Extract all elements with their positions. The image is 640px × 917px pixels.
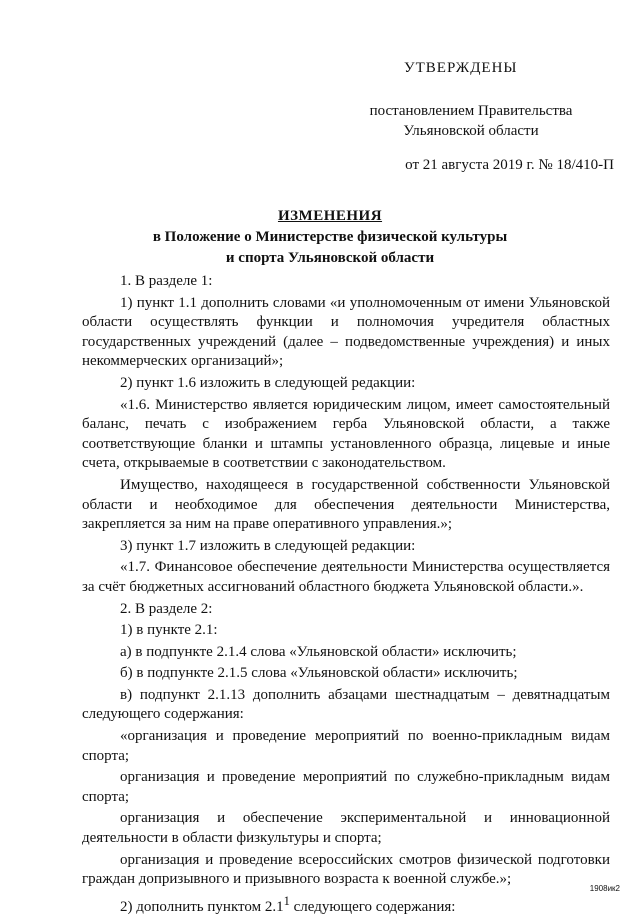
approval-date: от 21 августа 2019 г. № 18/410-П xyxy=(405,157,614,173)
paragraph: Имущество, находящееся в государственной собственности Ульяновской области и необходимое для обеспечения деятельности Министерства, закрепляется за ним на праве оперативного управления.»; xyxy=(82,476,610,533)
paragraph: организация и проведение мероприятий по служебно-прикладным видам спорта; xyxy=(82,769,610,805)
paragraph: а) в подпункте 2.1.4 слова «Ульяновской области» исключить; xyxy=(120,643,517,660)
paragraph: 1. В разделе 1: xyxy=(120,273,213,289)
paragraph: 2) пункт 1.6 изложить в следующей редакции: xyxy=(120,374,416,391)
paragraph: 1) пункт 1.1 дополнить словами «и уполномоченным от имени Ульяновской области осуществлять функции и полномочия учредителя областных государственных учреждений (далее – подведомственные учреждения) и иных некоммерческих организаций»; xyxy=(82,294,610,370)
approved-heading: УТВЕРЖДЕНЫ xyxy=(404,60,518,76)
paragraph: 1) в пункте 2.1: xyxy=(120,622,218,639)
title-line-1: в Положение о Министерстве физической культуры xyxy=(152,229,508,245)
title-main: ИЗМЕНЕНИЯ xyxy=(277,208,383,224)
approval-region: Ульяновской области xyxy=(403,123,539,139)
approval-block xyxy=(346,60,614,174)
title-line-2: и спорта Ульяновской области xyxy=(225,250,435,266)
paragraph: «1.7. Финансовое обеспечение деятельности Министерства осуществляется за счёт бюджетных ассигнований областного бюджета Ульяновской области.». xyxy=(82,559,610,595)
paragraph-last-tail: следующего содержания: xyxy=(289,898,456,915)
paragraph-last-text: 2) дополнить пунктом 2.1 xyxy=(120,898,284,915)
superscript-marker: 1 xyxy=(283,893,290,908)
document-title xyxy=(60,206,600,269)
paragraph: б) в подпункте 2.1.5 слова «Ульяновской области» исключить; xyxy=(120,665,518,682)
footer-code: 1908ик2 xyxy=(589,884,620,893)
paragraph: 2. В разделе 2: xyxy=(120,600,213,617)
paragraph: «1.6. Министерство является юридическим лицом, имеет самостоятельный баланс, печать с изображением герба Ульяновской области, а также соответствующие бланки и штампы установленного образца, лицевые и иные счета, открываемые в соответствии с законодательством. xyxy=(82,396,610,472)
paragraph: организация и проведение всероссийских смотров физической подготовки граждан допризывного и призывного возраста к военной службе.»; xyxy=(82,851,610,888)
paragraph: в) подпункт 2.1.13 дополнить абзацами шестнадцатым – девятнадцатым следующего содержания: xyxy=(82,686,610,723)
approval-authority: постановлением Правительства xyxy=(369,103,573,119)
paragraph: организация и обеспечение экспериментальной и инновационной деятельности в области физкультуры и спорта; xyxy=(82,810,610,847)
document-body xyxy=(82,272,610,917)
paragraph: «организация и проведение мероприятий по военно-прикладным видам спорта; xyxy=(82,728,610,764)
paragraph: 3) пункт 1.7 изложить в следующей редакции: xyxy=(120,537,416,554)
paragraph-last xyxy=(82,892,610,917)
